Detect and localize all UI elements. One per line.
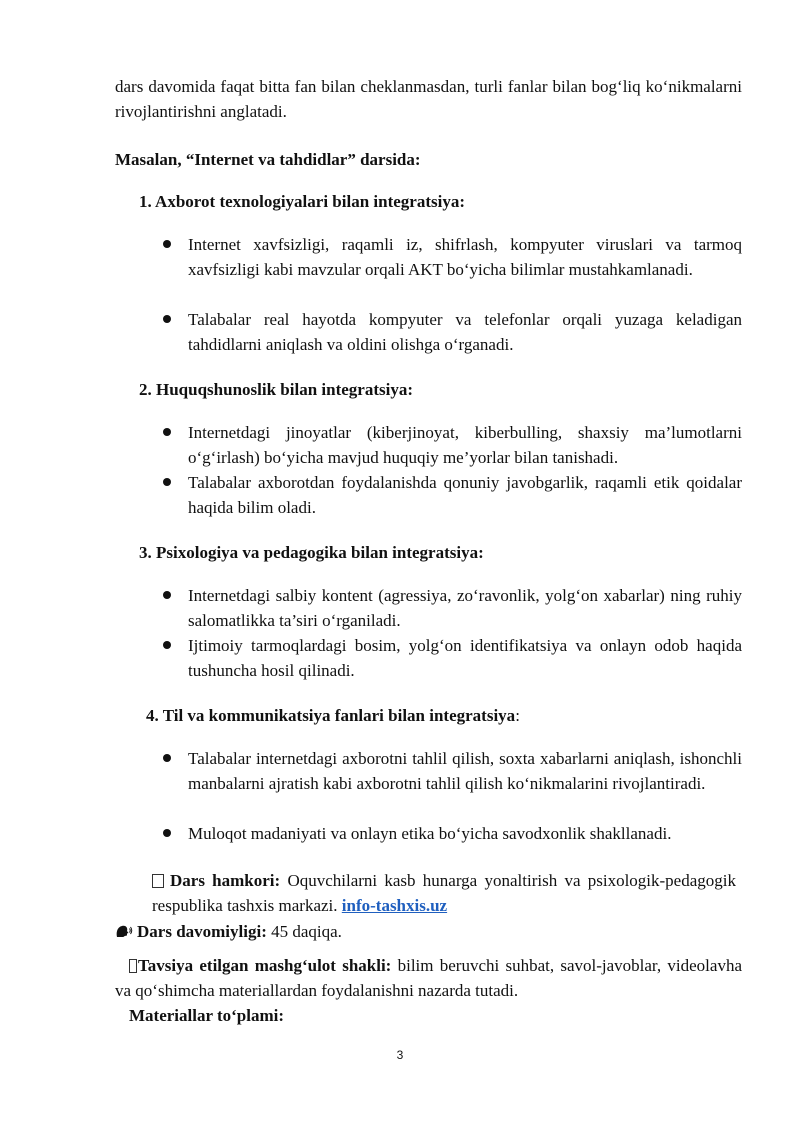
section-3-bullet-1: Internetdagi salbiy kontent (agressiya, zo‘ravonlik, yolg‘on xabarlar) ning ruhiy salomatlikka ta’siri o‘rganiladi. xyxy=(188,586,742,630)
section-3-heading: 3. Psixologiya va pedagogika bilan integratsiya: xyxy=(139,543,484,562)
section-1-heading: 1. Axborot texnologiyalari bilan integratsiya: xyxy=(139,192,465,211)
page-number: 3 xyxy=(396,1048,404,1062)
section-2-bullet-1: Internetdagi jinoyatlar (kiberjinoyat, kiberbulling, shaxsiy ma’lumotlarni o‘g‘irlash) bo‘yicha mavjud huquqiy me’yorlar bilan tanishadi. xyxy=(188,423,742,467)
duration-line: Dars davomiyligi: 45 daqiqa. xyxy=(115,919,742,944)
bullet-icon xyxy=(163,478,171,486)
section-4-heading: 4. Til va kommunikatsiya fanlari bilan integratsiya: xyxy=(146,706,520,725)
box-glyph-icon xyxy=(129,959,137,973)
section-1-bullet-1: Internet xavfsizligi, raqamli iz, shifrlash, kompyuter viruslari va tarmoq xavfsizligi kabi mavzular orqali AKT bo‘yicha bilimlar mustahkamlanadi. xyxy=(188,235,742,279)
box-glyph-icon xyxy=(152,874,164,888)
section-2-heading: 2. Huquqshunoslik bilan integratsiya: xyxy=(139,380,413,399)
bullet-icon xyxy=(163,240,171,248)
intro-paragraph: dars davomida faqat bitta fan bilan cheklanmasdan, turli fanlar bilan bog‘liq ko‘nikmalarni rivojlantirishni anglatadi. xyxy=(115,77,742,121)
bullet-icon xyxy=(163,829,171,837)
section-3-bullet-2: Ijtimoiy tarmoqlardagi bosim, yolg‘on identifikatsiya va onlayn odob haqida tushuncha hosil qilinadi. xyxy=(188,636,742,680)
partner-link[interactable]: info-tashxis.uz xyxy=(341,896,448,915)
bullet-icon xyxy=(163,591,171,599)
speaking-head-icon xyxy=(115,924,133,940)
bullet-icon xyxy=(163,641,171,649)
section-4-bullet-2: Muloqot madaniyati va onlayn etika bo‘yicha savodxonlik shakllanadi. xyxy=(188,824,672,843)
recommended-paragraph: Tavsiya etilgan mashg‘ulot shakli: bilim beruvchi suhbat, savol-javoblar, videolavha va qo‘shimcha materiallardan foydalanishni nazarda tutadi. xyxy=(115,956,742,1000)
bullet-icon xyxy=(163,754,171,762)
bullet-icon xyxy=(163,315,171,323)
example-heading: Masalan, “Internet va tahdidlar” darsida: xyxy=(115,150,421,169)
partner-paragraph: Dars hamkori: Oquvchilarni kasb hunarga yonaltirish va psixologik-pedagogik respublika tashxis markazi. info-tashxis.uz xyxy=(152,871,736,915)
section-1-bullet-2: Talabalar real hayotda kompyuter va telefonlar orqali yuzaga keladigan tahdidlarni aniqlash va oldini olishga o‘rganadi. xyxy=(188,310,742,354)
section-2-bullet-2: Talabalar axborotdan foydalanishda qonuniy javobgarlik, raqamli etik qoidalar haqida bilim oladi. xyxy=(188,473,742,517)
section-4-bullet-1: Talabalar internetdagi axborotni tahlil qilish, soxta xabarlarni aniqlash, ishonchli manbalarni ajratish kabi axborotni tahlil qilish ko‘nikmalarini rivojlantiradi. xyxy=(188,749,742,793)
materials-heading: Materiallar to‘plami: xyxy=(129,1006,285,1025)
bullet-icon xyxy=(163,428,171,436)
